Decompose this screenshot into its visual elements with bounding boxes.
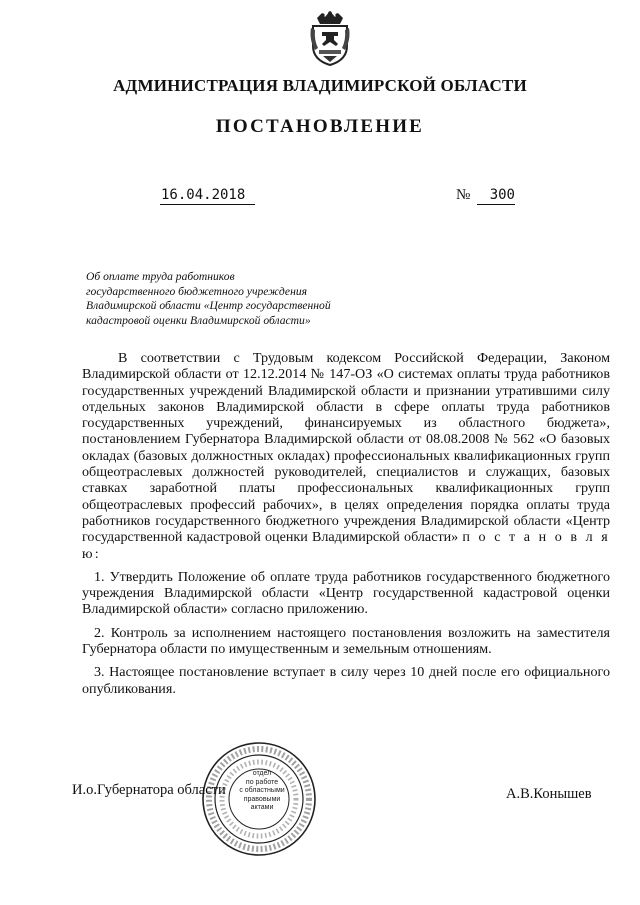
document-body bbox=[82, 350, 610, 697]
intro-paragraph bbox=[82, 350, 610, 562]
subject-line: Владимирской области «Центр государственной bbox=[86, 299, 331, 313]
stamp-line: с областными bbox=[239, 787, 285, 795]
intro-text: В соответствии с Трудовым кодексом Российской Федерации, Законом Владимирской области от 12.12.2014 № 147-ОЗ «О системах оплаты труда работников государственных учреждений Владимирской области и признании утратившими силу отдельных законов Владимирской области в сфере оплаты труда работников государственных учреждений, финансируемых из областного бюджета», постановлением Губернатора Владимирской области от 08.08.2008 № 562 «О базовых окладах (базовых должностных окладах) профессиональных квалификационных групп общеотраслевых должностей руководителей, специалистов и служащих, базовых ставках заработной платы профессиональных квалификационных групп общеотраслевых профессий рабочих», в целях определения порядка оплаты труда работников государственного бюджетного учреждения Владимирской области «Центр государственной кадастровой оценки Владимирской области» bbox=[82, 350, 610, 546]
decree-item: 2. Контроль за исполнением настоящего постановления возложить на заместителя Губернатора области по имущественным и земельным отношениям. bbox=[82, 624, 610, 658]
document-subject bbox=[86, 270, 376, 328]
document-date: 16.04.2018 bbox=[160, 186, 255, 205]
document-number: 300 bbox=[477, 186, 515, 205]
coat-of-arms-icon bbox=[309, 10, 351, 66]
stamp-line: актами bbox=[250, 804, 274, 812]
signatory-name: А.В.Конышев bbox=[506, 786, 592, 802]
signatory-role: И.о.Губернатора области bbox=[72, 782, 226, 798]
stamp-line: по работе bbox=[245, 778, 279, 786]
decree-item: 3. Настоящее постановление вступает в силу через 10 дней после его официального опубликования. bbox=[82, 664, 610, 697]
decree-word: п о с т а н о в л я ю: bbox=[82, 529, 610, 562]
stamp-line: правовыми bbox=[243, 795, 281, 803]
stamp-inner-text bbox=[236, 770, 288, 813]
decree-item: 1. Утвердить Положение об оплате труда работников государственного бюджетного учреждения Владимирской области «Центр государственной кадастровой оценки Владимирской области» согласно приложению. bbox=[82, 568, 610, 618]
stamp-line: отдел bbox=[252, 770, 272, 777]
number-sign: № bbox=[456, 187, 471, 203]
document-type-title: ПОСТАНОВЛЕНИЕ bbox=[215, 116, 425, 137]
subject-line: кадастровой оценки Владимирской области» bbox=[86, 313, 311, 327]
subject-line: государственного бюджетного учреждения bbox=[86, 284, 308, 298]
subject-line: Об оплате труда работников bbox=[86, 270, 235, 283]
organization-title: АДМИНИСТРАЦИЯ ВЛАДИМИРСКОЙ ОБЛАСТИ bbox=[113, 76, 527, 95]
